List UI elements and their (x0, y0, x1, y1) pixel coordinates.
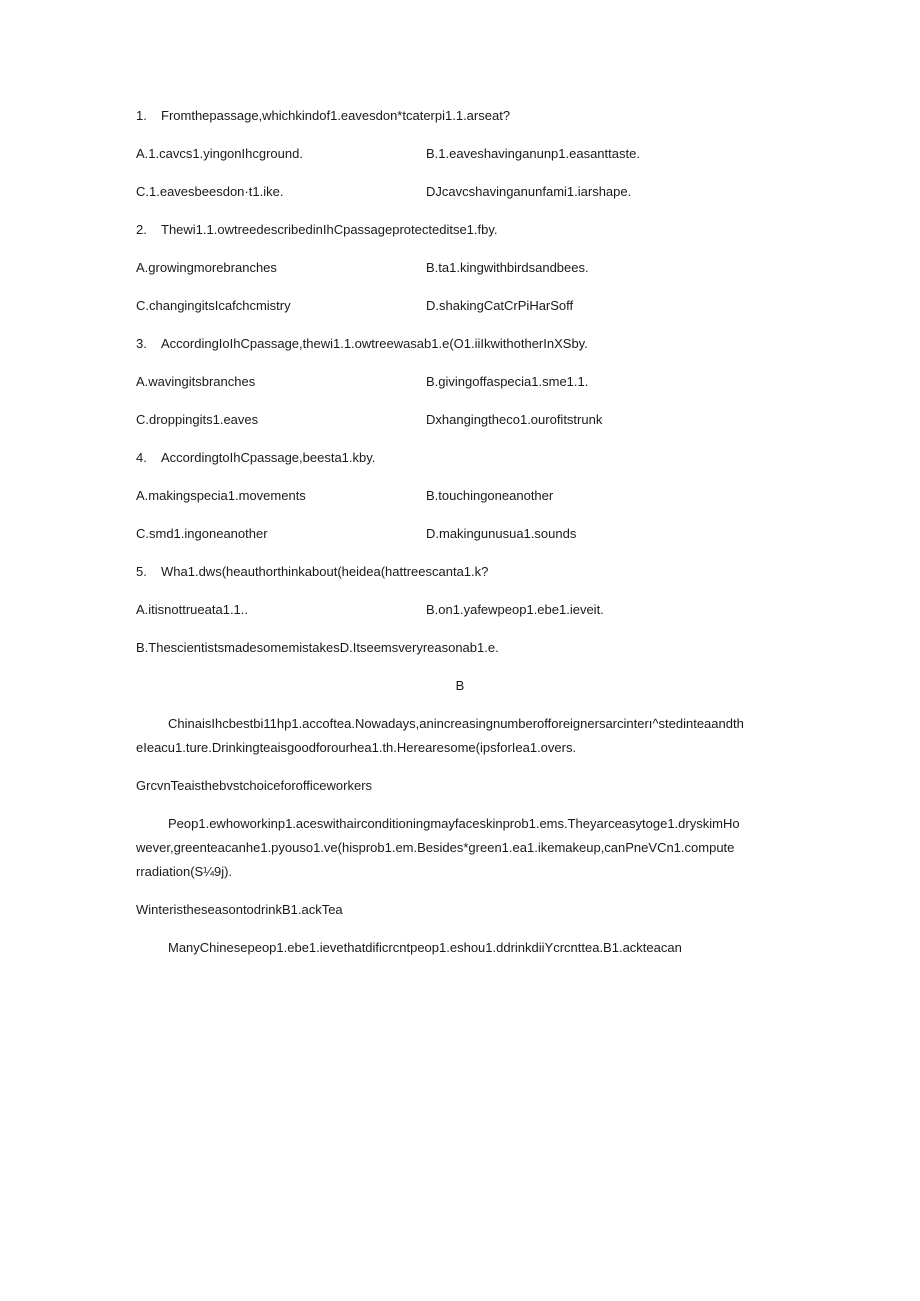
section-label: B (455, 678, 465, 693)
passage-paragraph-line: wever,greenteacanhe1.pyouso1.ve(hisprob1.em.Besides*green1.ea1.ikemakeup,canPneVCn1.compute (136, 840, 735, 855)
question-text: AccordingIoIhCpassage,thewi1.1.owtreewasab1.e(O1.iiIkwithotherInXSby. (161, 336, 588, 351)
option-d: D.makingunusua1.sounds (426, 526, 577, 541)
question-4 (136, 450, 375, 466)
question-5 (136, 564, 488, 580)
option-a: A.makingspecia1.movements (136, 488, 306, 503)
option-b: B.on1.yafewpeop1.ebe1.ieveit. (426, 602, 604, 617)
question-number: 2. (136, 222, 147, 237)
option-c-d: B.ThescientistsmadesomemistakesD.Itseemsveryreasonab1.e. (136, 640, 499, 655)
option-a: A.itisnottrueata1.1.. (136, 602, 249, 617)
option-b: B.ta1.kingwithbirdsandbees. (426, 260, 589, 275)
question-number: 5. (136, 564, 147, 579)
option-d: Dxhangingtheco1.ourofitstrunk (426, 412, 603, 427)
question-2 (136, 222, 498, 238)
option-c: C.droppingits1.eaves (136, 412, 259, 427)
option-a: A.growingmorebranches (136, 260, 277, 275)
passage-intro-line: eIeacu1.ture.Drinkingteaisgoodforourhea1.th.Herearesome(ipsforIea1.overs. (136, 740, 577, 755)
question-text: Wha1.dws(heauthorthinkabout(heidea(hattreescanta1.k? (161, 564, 489, 579)
question-1 (136, 108, 510, 124)
passage-heading: WinteristheseasontodrinkB1.ackTea (136, 902, 343, 917)
option-c: C.smd1.ingoneanother (136, 526, 268, 541)
question-text: AccordingtoIhCpassage,beesta1.kby. (161, 450, 376, 465)
passage-paragraph-line: ManyChinesepeop1.ebe1.ievethatdificrcntpeop1.eshou1.ddrinkdiiYcrcnttea.B1.ackteacan (168, 940, 682, 955)
option-c: C.changingitsIcafchcmistry (136, 298, 291, 313)
question-text: Fromthepassage,whichkindof1.eavesdon*tcaterpi1.1.arseat? (161, 108, 511, 123)
option-c: C.1.eavesbeesdon·t1.ike. (136, 184, 284, 199)
question-3 (136, 336, 588, 352)
option-d: DJcavcshavinganunfami1.iarshape. (426, 184, 632, 199)
option-b: B.givingoffaspecia1.sme1.1. (426, 374, 589, 389)
passage-intro-line: ChinaisIhcbestbi11hp1.accoftea.Nowadays,anincreasingnumberofforeignersarcinterı^stedinteaandth (168, 716, 744, 731)
question-number: 3. (136, 336, 147, 351)
question-text: Thewi1.1.owtreedescribedinIhCpassageprotecteditse1.fby. (161, 222, 498, 237)
option-b: B.1.eaveshavinganunp1.easanttaste. (426, 146, 640, 161)
option-a: A.wavingitsbranches (136, 374, 256, 389)
option-d: D.shakingCatCrPiHarSoff (426, 298, 574, 313)
option-a: A.1.cavcs1.yingonIhcground. (136, 146, 303, 161)
passage-paragraph-line: rradiation(S¼9j). (136, 864, 233, 879)
option-b: B.touchingoneanother (426, 488, 554, 503)
passage-paragraph-line: Peop1.ewhoworkinp1.aceswithairconditioningmayfaceskinprob1.ems.Theyarceasytoge1.dryskimHo (168, 816, 740, 831)
question-number: 1. (136, 108, 147, 123)
question-number: 4. (136, 450, 147, 465)
passage-heading: GrcvnTeaisthebvstchoiceforofficeworkers (136, 778, 373, 793)
